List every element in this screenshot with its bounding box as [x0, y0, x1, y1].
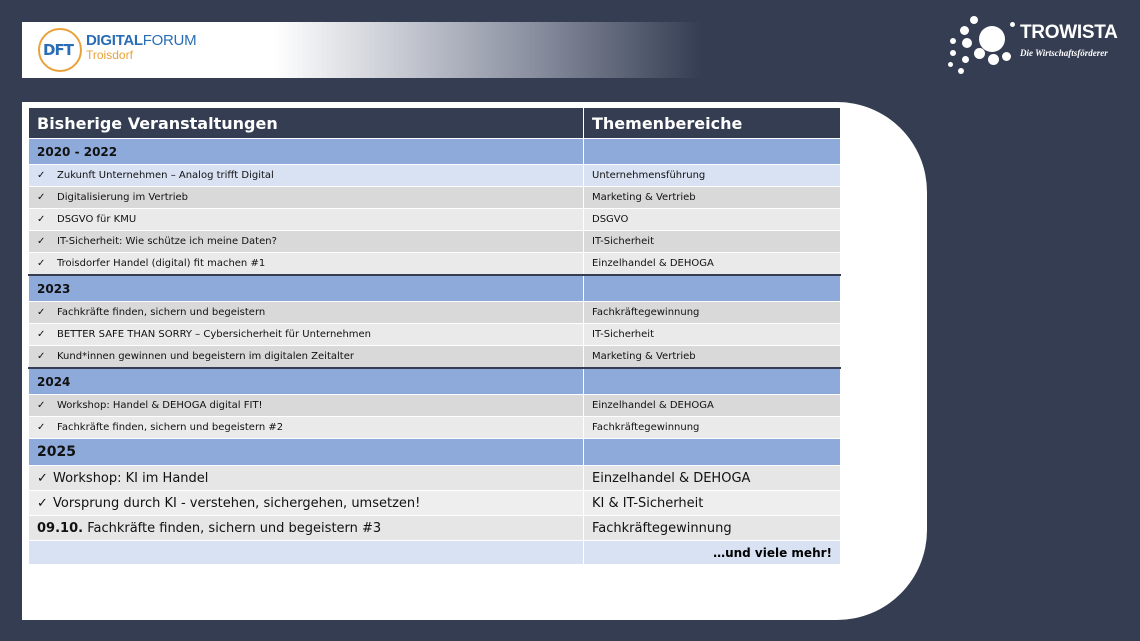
brand-sub: Troisdorf [86, 48, 133, 62]
event-topic: DSGVO [584, 209, 841, 231]
event-topic: Einzelhandel & DEHOGA [584, 466, 841, 491]
more-events-note: …und viele mehr! [584, 541, 841, 565]
year-row [29, 275, 841, 302]
event-title: BETTER SAFE THAN SORRY – Cybersicherheit für Unternehmen [57, 329, 372, 340]
table-row [29, 466, 841, 491]
year-row [29, 139, 841, 165]
event-title: Kund*innen gewinnen und begeistern im digitalen Zeitalter [57, 351, 354, 362]
event-title: Workshop: KI im Handel [53, 470, 209, 486]
event-date: 09.10. [37, 520, 84, 536]
table-row [29, 231, 841, 253]
col-header-events: Bisherige Veranstaltungen [29, 108, 584, 139]
year-row [29, 368, 841, 395]
check-icon: ✓ [37, 236, 46, 247]
check-icon: ✓ [37, 258, 46, 269]
check-icon: ✓ [37, 400, 46, 411]
dft-logo-text: DFT [43, 41, 73, 59]
table-row [29, 187, 841, 209]
event-title: Zukunft Unternehmen – Analog trifft Digital [57, 170, 274, 181]
check-icon: ✓ [37, 329, 46, 340]
event-topic: Marketing & Vertrieb [584, 187, 841, 209]
table-row [29, 165, 841, 187]
check-icon: ✓ [37, 495, 48, 511]
brand-main-bold: DIGITAL [86, 32, 143, 49]
check-icon: ✓ [37, 170, 46, 181]
check-icon: ✓ [37, 214, 46, 225]
event-topic: Unternehmensführung [584, 165, 841, 187]
year-row [29, 439, 841, 466]
table-footer-row [29, 541, 841, 565]
event-title: Fachkräfte finden, sichern und begeistern #2 [57, 422, 284, 433]
event-topic: Fachkräftegewinnung [584, 302, 841, 324]
dft-logo [38, 28, 82, 72]
check-icon: ✓ [37, 351, 46, 362]
event-topic: Fachkräftegewinnung [584, 417, 841, 439]
events-table [28, 107, 841, 565]
event-topic: Fachkräftegewinnung [584, 516, 841, 541]
check-icon: ✓ [37, 422, 46, 433]
event-topic: Einzelhandel & DEHOGA [584, 395, 841, 417]
event-title: DSGVO für KMU [57, 214, 137, 225]
event-title: IT-Sicherheit: Wie schütze ich meine Daten? [57, 236, 277, 247]
trowista-name: TROWISTA [1020, 22, 1118, 43]
event-title: Workshop: Handel & DEHOGA digital FIT! [57, 400, 263, 411]
table-row [29, 253, 841, 276]
check-icon: ✓ [37, 470, 48, 486]
table-row [29, 302, 841, 324]
table-row [29, 346, 841, 369]
year-label: 2025 [29, 439, 584, 466]
table-row [29, 209, 841, 231]
event-title: Troisdorfer Handel (digital) fit machen #1 [57, 258, 266, 269]
year-label: 2020 - 2022 [29, 139, 584, 165]
check-icon: ✓ [37, 192, 46, 203]
trowista-tagline: Die Wirtschaftsförderer [1020, 48, 1108, 58]
table-row [29, 491, 841, 516]
trowista-logo [944, 14, 1124, 78]
brand-main-light: FORUM [142, 32, 197, 49]
table-row [29, 516, 841, 541]
event-topic: Marketing & Vertrieb [584, 346, 841, 369]
year-label: 2023 [29, 275, 584, 302]
header-banner [22, 22, 702, 78]
table-header-row [29, 108, 841, 139]
event-topic: IT-Sicherheit [584, 324, 841, 346]
event-title: Digitalisierung im Vertrieb [57, 192, 189, 203]
table-row [29, 417, 841, 439]
check-icon: ✓ [37, 307, 46, 318]
event-title: Vorsprung durch KI - verstehen, sichergehen, umsetzen! [53, 495, 421, 511]
event-topic: Einzelhandel & DEHOGA [584, 253, 841, 276]
event-topic: KI & IT-Sicherheit [584, 491, 841, 516]
event-topic: IT-Sicherheit [584, 231, 841, 253]
table-row [29, 324, 841, 346]
brand-wordmark [86, 33, 196, 62]
year-label: 2024 [29, 368, 584, 395]
event-title: Fachkräfte finden, sichern und begeistern #3 [87, 520, 382, 536]
table-row [29, 395, 841, 417]
event-title: Fachkräfte finden, sichern und begeistern [57, 307, 266, 318]
col-header-topics: Themenbereiche [584, 108, 841, 139]
